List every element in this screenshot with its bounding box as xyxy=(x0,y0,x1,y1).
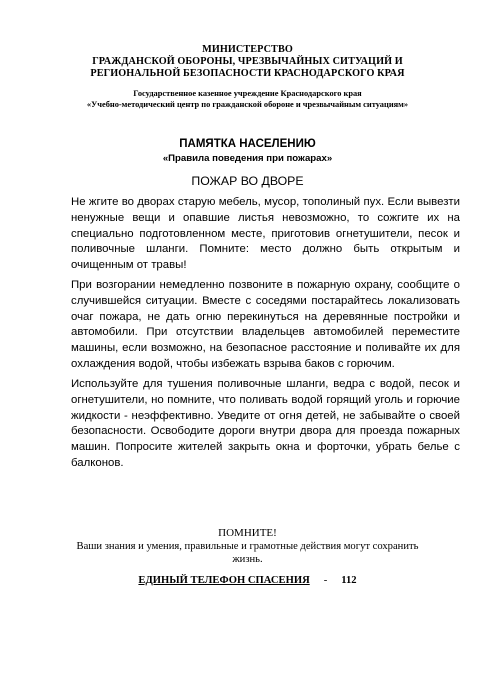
institution-header xyxy=(40,89,455,110)
remember-heading: ПОМНИТЕ! xyxy=(218,527,277,539)
institution-line-1: Государственное казенное учреждение Краснодарского края xyxy=(133,89,362,98)
ministry-line-1: МИНИСТЕРСТВО xyxy=(202,44,293,55)
emergency-phone-number: 112 xyxy=(341,575,357,586)
emergency-phone-separator: - xyxy=(323,575,328,586)
ministry-header xyxy=(60,44,435,80)
paragraph-2: При возгорании немедленно позвоните в пожарную охрану, сообщите о случившейся ситуации. Вместе с соседями постарайтесь локализовать очаг пожара, не дать огню перекинуться на деревянные постройки и автомобили. При отсутствии владельцев автомобилей переместите машины, если возможно, на безопасное расстояние и поливайте их для охлаждения водой, чтобы избежать взрыва баков с горючим. xyxy=(71,279,460,370)
memo-title: ПАМЯТКА НАСЕЛЕНИЮ xyxy=(179,138,316,150)
section-title: ПОЖАР ВО ДВОРЕ xyxy=(191,174,304,188)
paragraph-1: Не жгите во дворах старую мебель, мусор, тополиный пух. Если вывезти ненужные вещи и опавшие листья невозможно, то сожгите их на специально подготовленном месте, приготовив огнетушители, песок и поливочные шланги. Помните: место должно быть открытым и очищенным от травы! xyxy=(71,196,460,272)
paragraph-3: Используйте для тушения поливочные шланги, ведра с водой, песок и огнетушители, но помните, что поливать водой горящий уголь и горючие жидкости - неэффективно. Уведите от огня детей, не забывайте о своей безопасности. Освободите дороги внутри двора для проезда пожарных машин. Попросите жителей закрыть окна и форточки, убрать белье с балконов. xyxy=(71,378,460,469)
institution-line-2: «Учебно-методический центр по гражданской обороне и чрезвычайным ситуациям» xyxy=(86,99,409,109)
ministry-line-3: РЕГИОНАЛЬНОЙ БЕЗОПАСНОСТИ КРАСНОДАРСКОГО КРАЯ xyxy=(90,68,405,79)
memo-subtitle: «Правила поведения при пожарах» xyxy=(162,153,333,164)
remember-text: Ваши знания и умения, правильные и грамотные действия могут сохранить жизнь. xyxy=(76,541,419,565)
ministry-line-2: ГРАЖДАНСКОЙ ОБОРОНЫ, ЧРЕЗВЫЧАЙНЫХ СИТУАЦИЙ И xyxy=(92,56,403,67)
emergency-phone xyxy=(60,574,435,587)
emergency-phone-label: ЕДИНЫЙ ТЕЛЕФОН СПАСЕНИЯ xyxy=(138,575,310,586)
